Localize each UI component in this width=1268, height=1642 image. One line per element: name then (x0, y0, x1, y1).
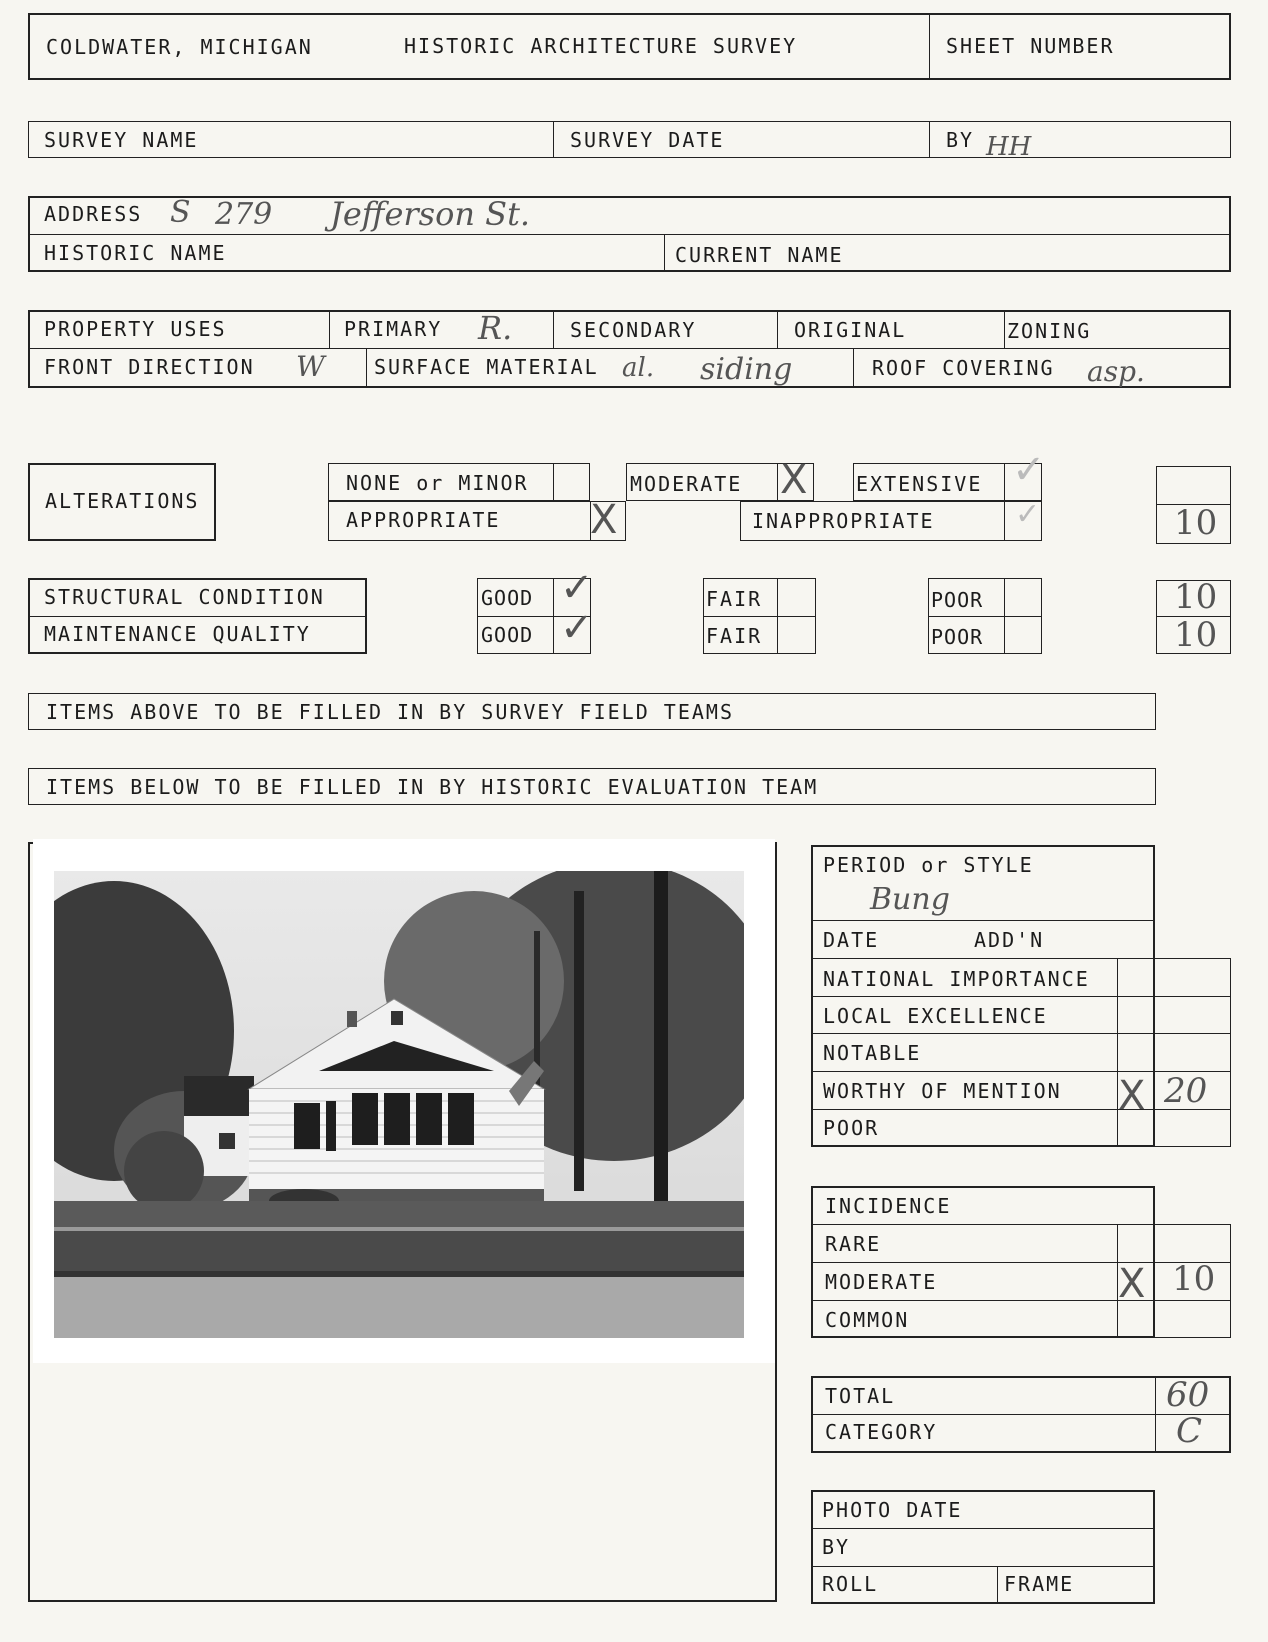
good-label-maintenance: GOOD (481, 623, 534, 647)
city-label: COLDWATER, MICHIGAN (46, 35, 313, 59)
maintenance-quality-label: MAINTENANCE QUALITY (44, 622, 311, 646)
extensive-check-mark: ✓ (1012, 447, 1046, 493)
address-prefix: S (170, 195, 191, 230)
address-label: ADDRESS (44, 202, 143, 226)
worthy-score: 20 (1164, 1071, 1208, 1111)
address-street: Jefferson St. (330, 195, 531, 233)
alterations-score: 10 (1174, 503, 1218, 543)
frame-label: FRAME (1004, 1572, 1075, 1596)
good-label-structural: GOOD (481, 586, 534, 610)
survey-name-label: SURVEY NAME (44, 128, 199, 152)
poor-label-structural: POOR (931, 588, 984, 612)
surface-material-label: SURFACE MATERIAL (374, 355, 599, 379)
maintenance-good-check: ✓ (560, 605, 594, 651)
photo-by-label: BY (822, 1535, 851, 1559)
total-value: 60 (1166, 1375, 1210, 1415)
category-value: C (1176, 1411, 1203, 1451)
original-label: ORIGINAL (794, 318, 907, 342)
property-uses-label: PROPERTY USES (44, 317, 227, 341)
photo-date-label: PHOTO DATE (822, 1498, 963, 1522)
survey-by-value: HH (986, 132, 1032, 162)
national-importance-label: NATIONAL IMPORTANCE (823, 967, 1090, 991)
roll-label: ROLL (822, 1572, 879, 1596)
incidence-moderate-x-mark: X (1118, 1261, 1146, 1307)
sheet-number-label: SHEET NUMBER (946, 34, 1115, 58)
primary-label: PRIMARY (344, 317, 443, 341)
incidence-moderate-label: MODERATE (825, 1270, 938, 1294)
notable-label: NOTABLE (823, 1041, 922, 1065)
moderate-label: MODERATE (630, 472, 743, 496)
house-photo-mount (33, 839, 775, 1363)
roof-covering-value: asp. (1087, 355, 1145, 388)
header-divider (929, 13, 930, 80)
rare-label: RARE (825, 1232, 882, 1256)
structural-good-check: ✓ (560, 565, 594, 611)
structural-score: 10 (1174, 577, 1218, 617)
incidence-moderate-score: 10 (1172, 1259, 1216, 1299)
address-number: 279 (215, 197, 273, 232)
period-style-value: Bung (870, 882, 950, 917)
survey-by-label: BY (946, 128, 975, 152)
incidence-label: INCIDENCE (825, 1194, 952, 1218)
items-above-note: ITEMS ABOVE TO BE FILLED IN BY SURVEY FIELD TEAMS (46, 700, 735, 724)
none-minor-label: NONE or MINOR (346, 471, 529, 495)
worthy-of-mention-label: WORTHY OF MENTION (823, 1079, 1062, 1103)
front-direction-label: FRONT DIRECTION (44, 355, 255, 379)
fair-label-maintenance: FAIR (706, 624, 763, 648)
historic-name-label: HISTORIC NAME (44, 241, 227, 265)
current-name-label: CURRENT NAME (675, 243, 844, 267)
category-label: CATEGORY (825, 1420, 938, 1444)
extensive-label: EXTENSIVE (856, 472, 983, 496)
total-label: TOTAL (825, 1384, 896, 1408)
roof-covering-label: ROOF COVERING (872, 356, 1055, 380)
primary-value: R. (478, 309, 513, 347)
zoning-label: ZONING (1007, 319, 1092, 343)
secondary-label: SECONDARY (570, 318, 697, 342)
worthy-x-mark: X (1118, 1073, 1146, 1119)
period-style-label: PERIOD or STYLE (823, 853, 1034, 877)
inappropriate-check-mark: ✓ (1015, 497, 1041, 532)
items-below-note: ITEMS BELOW TO BE FILLED IN BY HISTORIC EVALUATION TEAM (46, 775, 819, 799)
date-label: DATE (823, 928, 880, 952)
common-label: COMMON (825, 1308, 910, 1332)
inappropriate-label: INAPPROPRIATE (752, 509, 935, 533)
poor-label: POOR (823, 1116, 880, 1140)
house-photograph (54, 871, 744, 1338)
appropriate-label: APPROPRIATE (346, 508, 501, 532)
structural-condition-label: STRUCTURAL CONDITION (44, 585, 325, 609)
surface-material-value-2: siding (700, 352, 793, 387)
surface-material-value-1: al. (622, 353, 655, 383)
alterations-label: ALTERATIONS (45, 489, 200, 513)
addn-label: ADD'N (974, 928, 1045, 952)
appropriate-x-mark: X (590, 497, 618, 543)
local-excellence-label: LOCAL EXCELLENCE (823, 1004, 1048, 1028)
survey-top-line (28, 121, 1231, 122)
front-direction-value: W (296, 350, 325, 383)
fair-label-structural: FAIR (706, 587, 763, 611)
survey-bottom-line (28, 157, 1231, 158)
poor-label-maintenance: POOR (931, 625, 984, 649)
moderate-x-mark: X (780, 457, 808, 503)
maintenance-score: 10 (1174, 615, 1218, 655)
form-title: HISTORIC ARCHITECTURE SURVEY (404, 34, 798, 58)
survey-date-label: SURVEY DATE (570, 128, 725, 152)
